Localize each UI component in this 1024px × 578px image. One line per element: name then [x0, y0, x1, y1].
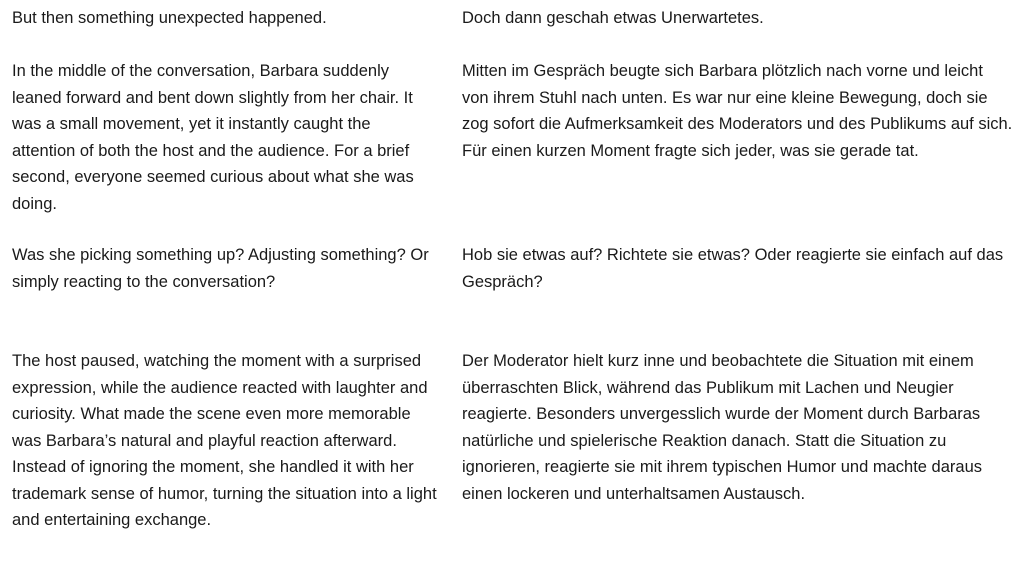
german-paragraph-2: Mitten im Gespräch beugte sich Barbara plötzlich nach vorne und leicht von ihrem Stuhl nach unten. Es war nur eine kleine Bewegung, doch sie zog sofort die Aufmerksamkeit des Moderators und des Publikums auf sich. Für einen kurzen Moment fragte sich jeder, was sie gerade tat.: [462, 62, 1013, 160]
english-paragraph-2: In the middle of the conversation, Barbara suddenly leaned forward and bent down slightly from her chair. It was a small movement, yet it instantly caught the attention of both the host and the audience. For a brief second, everyone seemed curious about what she was doing.: [12, 62, 414, 213]
german-paragraph-4: Der Moderator hielt kurz inne und beobachtete die Situation mit einem überraschten Blick, während das Publikum mit Lachen und Neugier reagierte. Besonders unvergesslich wurde der Moment durch Barbaras natürliche und spielerische Reaktion danach. Statt die Situation zu ignorieren, reagierte sie mit ihrem typischen Humor und machte daraus einen lockeren und unterhaltsamen Austausch.: [462, 352, 982, 503]
english-paragraph-1: But then something unexpected happened.: [12, 9, 327, 27]
german-paragraph-1: Doch dann geschah etwas Unerwartetes.: [462, 9, 764, 27]
english-paragraph-3: Was she picking something up? Adjusting something? Or simply reacting to the conversation?: [12, 246, 429, 291]
german-paragraph-3: Hob sie etwas auf? Richtete sie etwas? Oder reagierte sie einfach auf das Gespräch?: [462, 246, 1004, 291]
english-paragraph-4: The host paused, watching the moment with a surprised expression, while the audience reacted with laughter and curiosity. What made the scene even more memorable was Barbara’s natural and playful reaction afterward. Instead of ignoring the moment, she handled it with her trademark sense of humor, turning the situation into a light and entertaining exchange.: [12, 352, 437, 529]
